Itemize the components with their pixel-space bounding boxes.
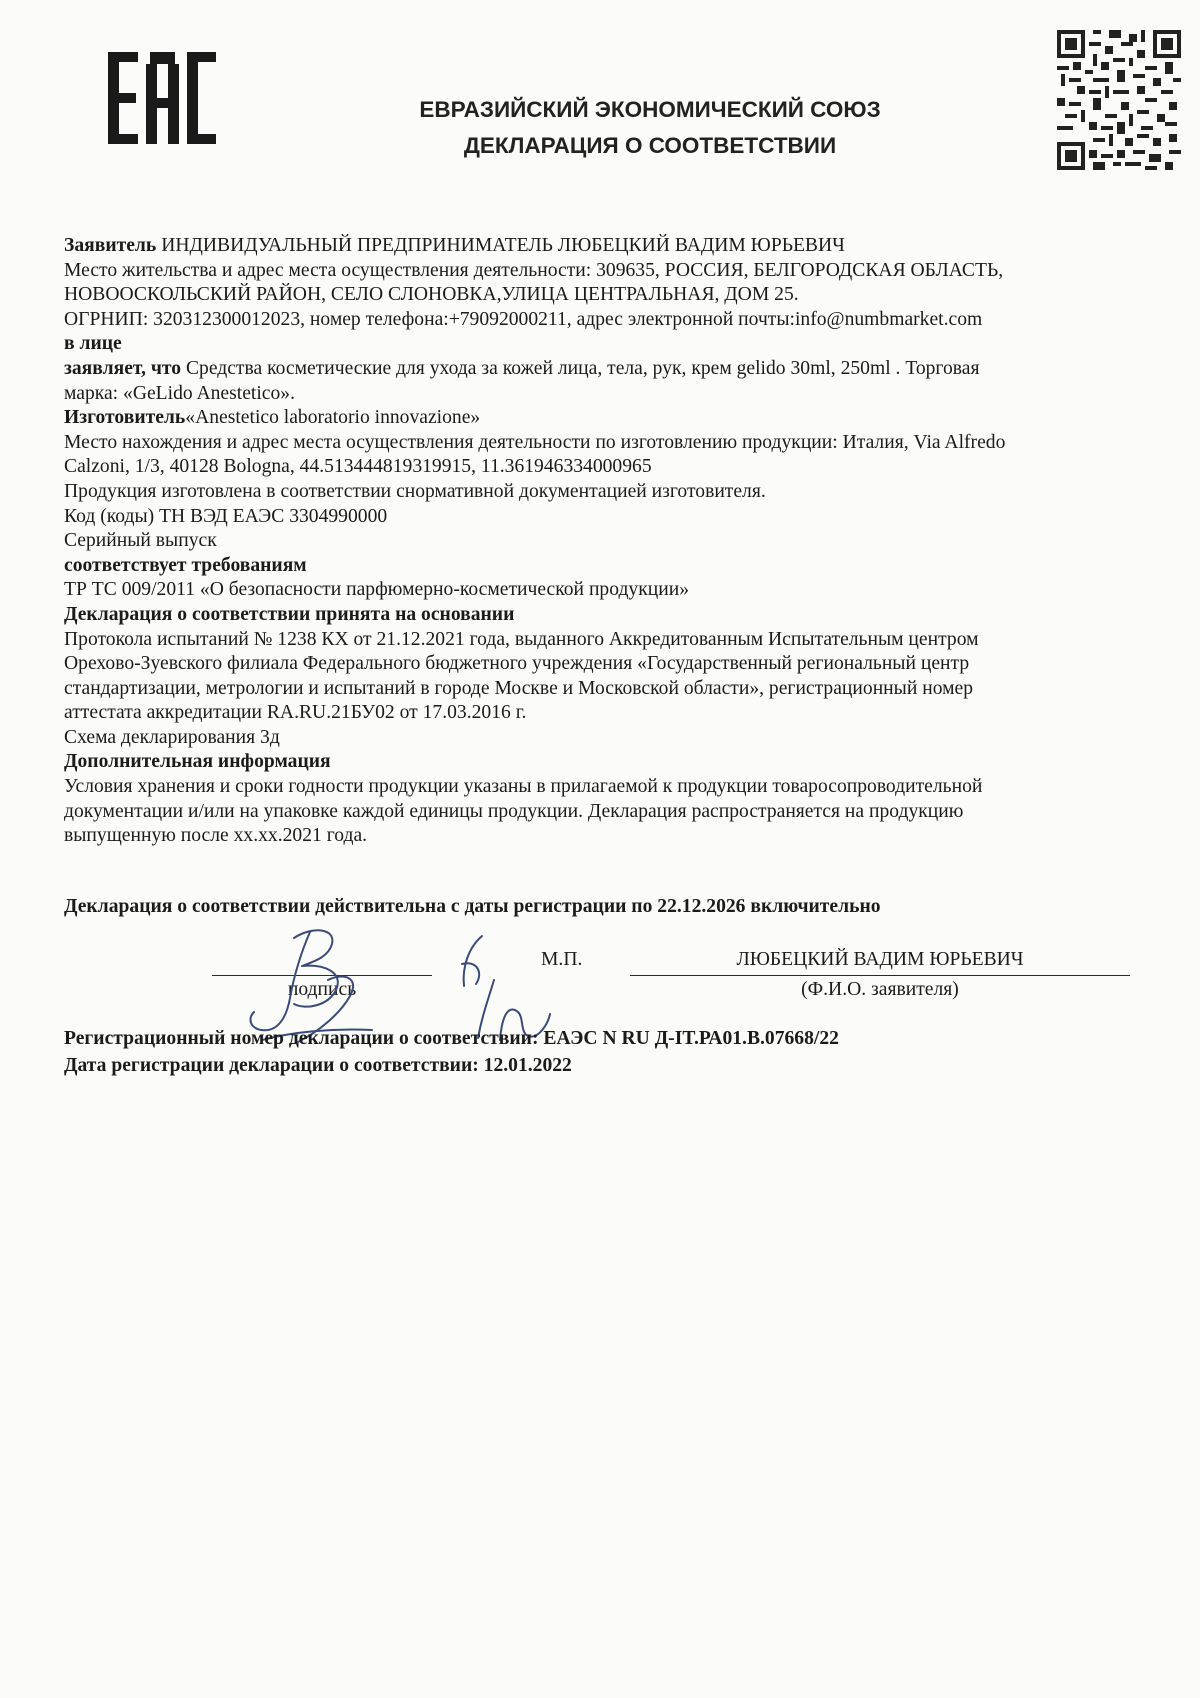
basis-line-3: стандартизации, метрологии и испытаний в городе Москве и Московской области», регистрационный номер <box>64 677 974 699</box>
applicant-address-1: Место жительства и адрес места осуществления деятельности: 309635, РОССИЯ, БЕЛГОРОДСКАЯ ОБЛАСТЬ, <box>64 259 1004 281</box>
applicant-line <box>64 234 1134 259</box>
stamp-label: М.П. <box>541 949 583 970</box>
tnved-code: Код (коды) ТН ВЭД ЕАЭС 3304990000 <box>64 505 388 527</box>
signer-caption: (Ф.И.О. заявителя) <box>801 979 959 1000</box>
basis-line-4: аттестата аккредитации RA.RU.21БУ02 от 17.03.2016 г. <box>64 702 527 724</box>
applicant-value: ИНДИВИДУАЛЬНЫЙ ПРЕДПРИНИМАТЕЛЬ ЛЮБЕЦКИЙ ВАДИМ ЮРЬЕВИЧ <box>161 235 845 256</box>
manufacturer-address-1: Место нахождения и адрес места осуществления деятельности по изготовлению продукции: Италия, Via Alfredo <box>64 431 1006 453</box>
requirements-label: соответствует требованиям <box>64 554 307 576</box>
validity-statement: Декларация о соответствии действительна с даты регистрации по 22.12.2026 включительно <box>64 896 881 917</box>
document-header <box>300 92 1000 164</box>
declares-line <box>64 357 1134 382</box>
additional-label: Дополнительная информация <box>64 751 331 773</box>
signer-name: ЛЮБЕЦКИЙ ВАДИМ ЮРЬЕВИЧ <box>736 949 1024 970</box>
applicant-label: Заявитель <box>64 235 157 256</box>
header-union: ЕВРАЗИЙСКИЙ ЭКОНОМИЧЕСКИЙ СОЮЗ <box>419 97 881 122</box>
manufacturer-address-2: Calzoni, 1/3, 40128 Bologna, 44.513444819319915, 11.361946334000965 <box>64 456 652 478</box>
registration-date: Дата регистрации декларации о соответствии: 12.01.2022 <box>64 1055 572 1076</box>
declares-line-1: Средства косметические для ухода за кожей лица, тела, рук, крем gelido 30ml, 250ml . Торговая <box>185 357 980 379</box>
header-title: ДЕКЛАРАЦИЯ О СООТВЕТСТВИИ <box>463 133 837 158</box>
signature-caption: подпись <box>287 979 357 1000</box>
applicant-ogrnip: ОГРНИП: 320312300012023, номер телефона:+79092000211, адрес электронной почты:info@numbmarket.com <box>64 308 983 330</box>
registration-number: Регистрационный номер декларации о соответствии: ЕАЭС N RU Д-IT.РА01.В.07668/22 <box>64 1028 839 1049</box>
declaration-scheme: Схема декларирования 3д <box>64 726 280 748</box>
basis-label: Декларация о соответствии принята на основании <box>64 603 515 625</box>
qr-code-icon <box>1057 30 1181 170</box>
declares-line-2: марка: «GeLido Anestetico». <box>64 382 295 404</box>
document-body <box>64 234 1134 849</box>
basis-line-2: Орехово-Зуевского филиала Федерального бюджетного учреждения «Государственный региональный центр <box>64 653 970 675</box>
requirements-value: ТР ТС 009/2011 «О безопасности парфюмерно-косметической продукции» <box>64 579 689 601</box>
product-doc: Продукция изготовлена в соответствии снормативной документацией изготовителя. <box>64 480 766 502</box>
applicant-address-2: НОВООСКОЛЬСКИЙ РАЙОН, СЕЛО СЛОНОВКА,УЛИЦА ЦЕНТРАЛЬНАЯ, ДОМ 25. <box>64 284 799 306</box>
in-person-label: в лице <box>64 333 122 355</box>
signer-name-line <box>630 975 1130 976</box>
declares-label: заявляет, что <box>64 357 182 379</box>
eac-logo <box>106 50 218 146</box>
registration-block <box>64 1025 1134 1079</box>
additional-line-1: Условия хранения и сроки годности продукции указаны в прилагаемой к продукции товаросопроводительной <box>64 776 983 798</box>
manufacturer-line <box>64 406 1134 431</box>
serial-release: Серийный выпуск <box>64 530 217 552</box>
additional-line-2: документации и/или на упаковке каждой единицы продукции. Декларация распространяется на продукцию <box>64 800 964 822</box>
additional-line-3: выпущенную после хх.хх.2021 года. <box>64 825 368 847</box>
basis-line-1: Протокола испытаний № 1238 КХ от 21.12.2021 года, выданного Аккредитованным Испытательным центром <box>64 628 979 650</box>
manufacturer-label: Изготовитель <box>64 407 186 429</box>
manufacturer-value: «Anestetico laboratorio innovazione» <box>185 407 481 429</box>
